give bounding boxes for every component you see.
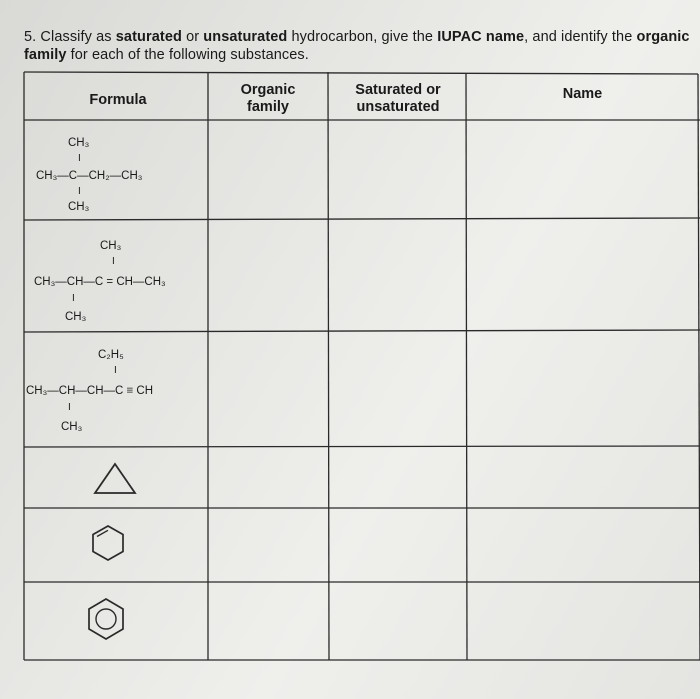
bond-line: I	[112, 256, 115, 267]
formula-top-group: CH₃	[68, 137, 90, 149]
formula-top-group: CH₃	[100, 240, 122, 252]
header-formula: Formula	[89, 92, 147, 108]
question-number: 5.	[24, 29, 37, 45]
formula-bottom-group: CH₃	[61, 421, 83, 433]
formula-main-chain: CH₃—C—CH₂—CH₃	[36, 170, 143, 182]
bond-line: I	[114, 365, 117, 376]
formula-main-chain: CH₃—CH—C = CH—CH₃	[34, 276, 166, 288]
bond-line: I	[68, 402, 71, 413]
cyclopropane-structure	[90, 460, 140, 500]
formula-main-chain: CH₃—CH—CH—C ≡ CH	[26, 385, 154, 397]
bond-line: I	[78, 186, 81, 197]
table-grid	[18, 70, 700, 662]
benzene-structure	[81, 596, 131, 644]
cyclohexene-structure	[83, 522, 133, 566]
header-name: Name	[562, 86, 603, 102]
bond-line: I	[78, 153, 81, 164]
header-saturation: Saturated or unsaturated	[355, 82, 441, 115]
bond-line: I	[72, 293, 75, 304]
formula-bottom-group: CH₃	[68, 201, 90, 213]
classification-table	[18, 70, 700, 662]
formula-top-group: C₂H₅	[98, 349, 124, 361]
header-organic-family: Organic family	[240, 82, 296, 115]
question-text: 5. Classify as saturated or unsaturated hydrocarbon, give the IUPAC name, and identify the organic family for each of the following substances.	[24, 29, 690, 63]
formula-bottom-group: CH₃	[65, 311, 87, 323]
